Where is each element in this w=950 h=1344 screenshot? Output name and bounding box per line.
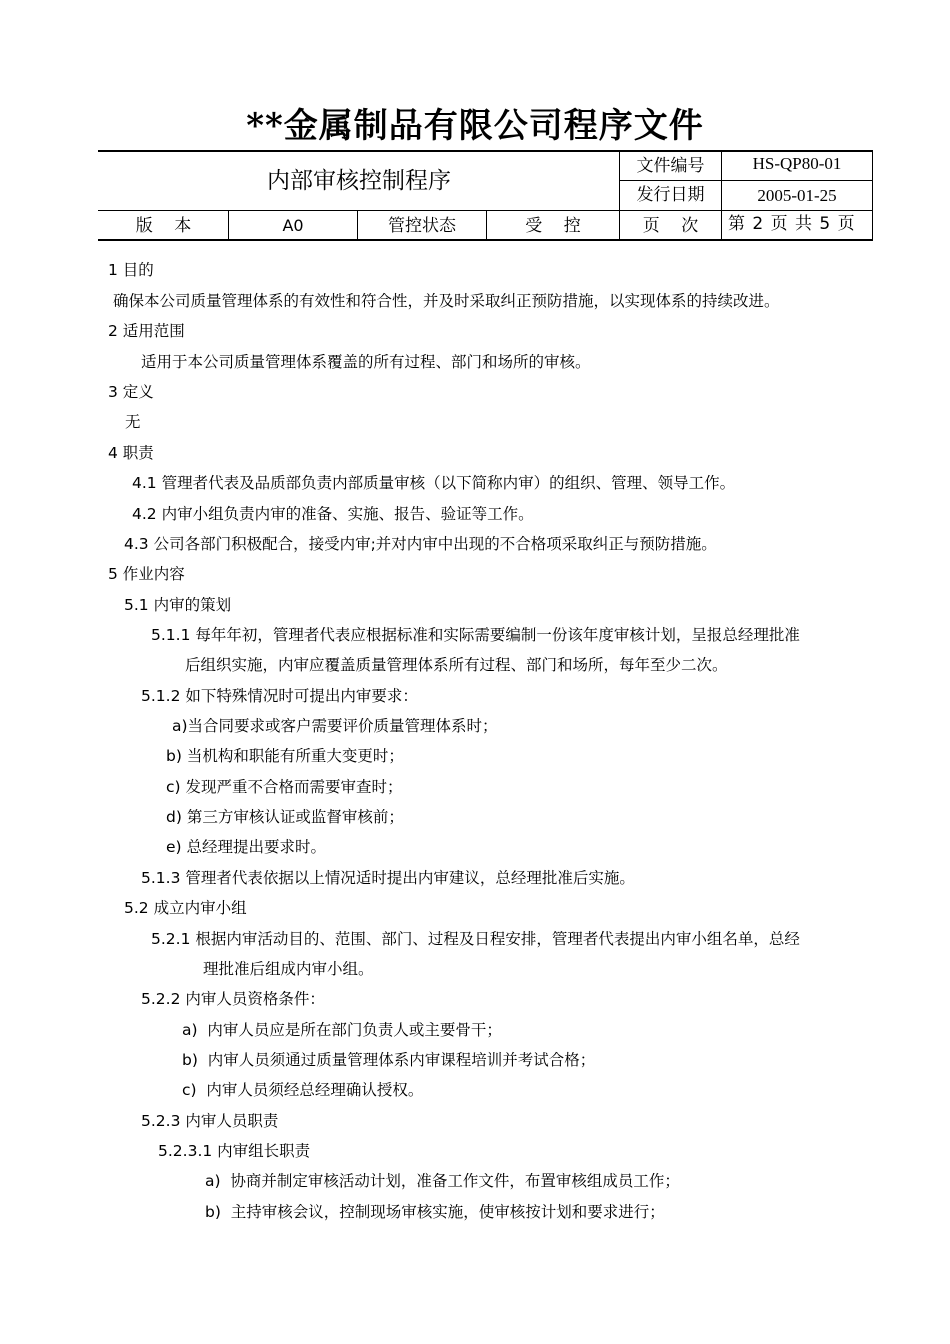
issue-date-value: 2005-01-25 (757, 186, 837, 205)
subsection-heading: 5.1 内审的策划 (124, 596, 232, 614)
paragraph: 5.2.3.1 内审组长职责 (158, 1142, 311, 1160)
doc-no-label: 文件编号 (636, 156, 705, 176)
section-heading: 4 职责 (108, 444, 154, 462)
company-title: **金属制品有限公司程序文件 (246, 106, 704, 146)
list-item: c) 发现严重不合格而需要审查时； (166, 778, 403, 796)
paragraph: 4.2 内审小组负责内审的准备、实施、报告、验证等工作。 (132, 505, 534, 523)
version-value: A0 (282, 216, 304, 235)
list-item: b) 当机构和职能有所重大变更时； (166, 747, 404, 765)
paragraph: 4.3 公司各部门积极配合，接受内审;并对内审中出现的不合格项采取纠正与预防措施。 (124, 535, 717, 553)
list-item: a) 内审人员应是所在部门负责人或主要骨干； (182, 1021, 502, 1039)
list-item: a) 协商并制定审核活动计划，准备工作文件，布置审核组成员工作； (205, 1172, 680, 1190)
issue-date-label: 发行日期 (636, 185, 705, 205)
paragraph: 4.1 管理者代表及品质部负责内部质量审核（以下简称内审）的组织、管理、领导工作。 (132, 474, 736, 492)
paragraph: 5.1.1 每年年初，管理者代表应根据标准和实际需要编制一份该年度审核计划，呈报总经理批准 (151, 626, 800, 644)
page-label: 页 次 (642, 216, 699, 236)
list-item: b) 主持审核会议，控制现场审核实施，使审核按计划和要求进行； (205, 1203, 665, 1221)
paragraph: 无 (125, 413, 141, 431)
list-item: e) 总经理提出要求时。 (166, 838, 327, 856)
control-status-value: 受 控 (525, 216, 581, 236)
paragraph: 后组织实施，内审应覆盖质量管理体系所有过程、部门和场所，每年至少二次。 (185, 656, 728, 674)
section-heading: 5 作业内容 (108, 565, 185, 583)
paragraph: 适用于本公司质量管理体系覆盖的所有过程、部门和场所的审核。 (141, 353, 591, 371)
page-value: 第 2 页 共 5 页 (728, 214, 856, 234)
paragraph: 5.1.2 如下特殊情况时可提出内审要求： (141, 687, 418, 705)
section-heading: 2 适用范围 (108, 322, 185, 340)
section-heading: 1 目的 (108, 261, 154, 279)
paragraph: 5.2.1 根据内审活动目的、范围、部门、过程及日程安排，管理者代表提出内审小组名单，总经 (151, 930, 800, 948)
list-item: c) 内审人员须经总经理确认授权。 (182, 1081, 424, 1099)
list-item: d) 第三方审核认证或监督审核前； (166, 808, 404, 826)
subsection-heading: 5.2 成立内审小组 (124, 899, 247, 917)
list-item: b) 内审人员须通过质量管理体系内审课程培训并考试合格； (182, 1051, 596, 1069)
table-right-border (872, 151, 873, 240)
section-heading: 3 定义 (108, 383, 154, 401)
doc-no-value: HS-QP80-01 (752, 154, 842, 173)
control-status-label: 管控状态 (388, 216, 456, 236)
list-item: a)当合同要求或客户需要评价质量管理体系时； (172, 717, 498, 735)
paragraph: 确保本公司质量管理体系的有效性和符合性，并及时采取纠正预防措施，以实现体系的持续改进。 (113, 292, 780, 310)
paragraph: 5.2.3 内审人员职责 (141, 1112, 279, 1130)
paragraph: 理批准后组成内审小组。 (203, 960, 374, 978)
doc-title: 内部审核控制程序 (267, 168, 451, 194)
paragraph: 5.2.2 内审人员资格条件： (141, 990, 325, 1008)
paragraph: 5.1.3 管理者代表依据以上情况适时提出内审建议，总经理批准后实施。 (141, 869, 635, 887)
version-label: 版 本 (135, 216, 192, 236)
